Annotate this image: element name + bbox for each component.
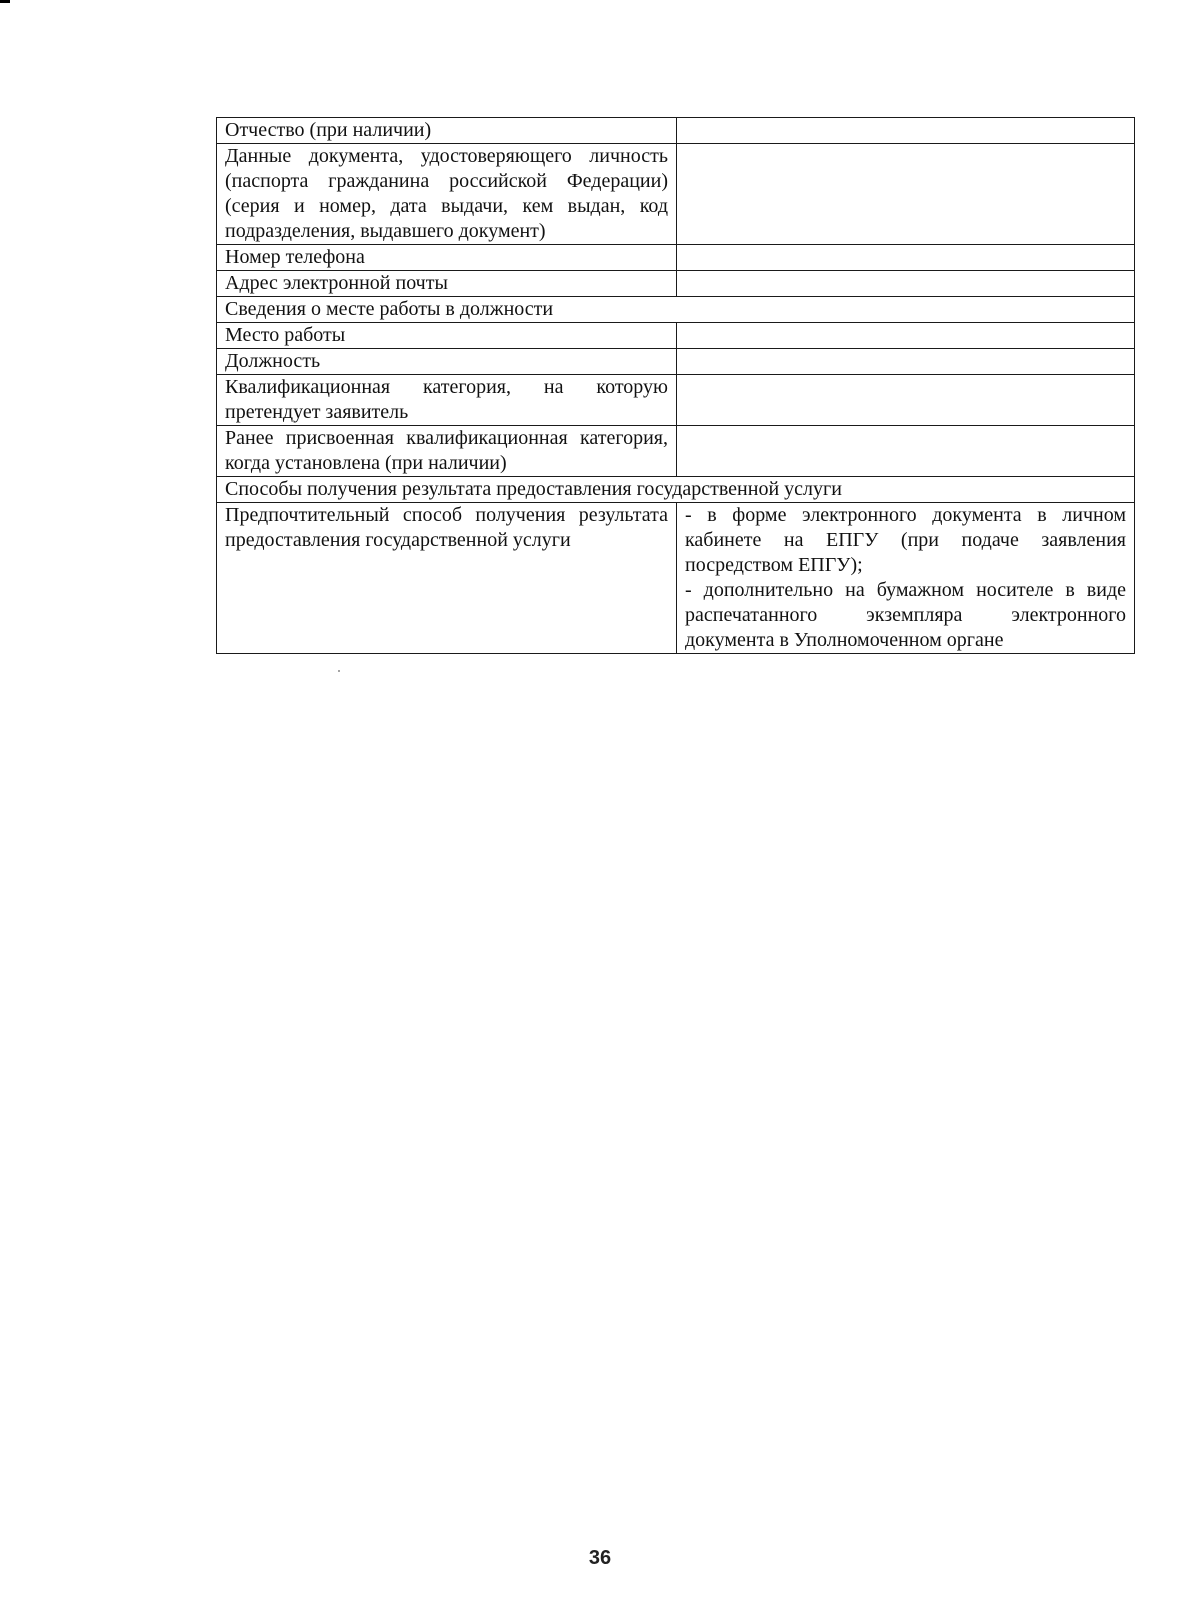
section-header-result-methods: Способы получения результата предоставления государственной услуги: [217, 477, 1135, 503]
table-section-row: [217, 297, 1135, 323]
table-row: [217, 375, 1135, 426]
row-label-email: Адрес электронной почты: [217, 271, 677, 297]
table-row: [217, 323, 1135, 349]
row-value-requested-category[interactable]: [677, 375, 1135, 426]
section-header-workplace: Сведения о месте работы в должности: [217, 297, 1135, 323]
row-value-previous-category[interactable]: [677, 426, 1135, 477]
table-row: [217, 503, 1135, 654]
row-label-previous-category: Ранее присвоенная квалификационная категория, когда установлена (при наличии): [217, 426, 677, 477]
row-value-phone[interactable]: [677, 245, 1135, 271]
row-label-workplace: Место работы: [217, 323, 677, 349]
table-row: [217, 426, 1135, 477]
row-label-patronymic: Отчество (при наличии): [217, 118, 677, 144]
row-label-identity-document: Данные документа, удостоверяющего личность (паспорта гражданина российской Федерации) (серия и номер, дата выдачи, кем выдан, код подразделения, выдавшего документ): [217, 144, 677, 245]
table-row: [217, 118, 1135, 144]
table-row: [217, 349, 1135, 375]
row-value-position[interactable]: [677, 349, 1135, 375]
row-label-preferred-method: Предпочтительный способ получения результата предоставления государственной услуги: [217, 503, 677, 654]
scan-mark: [0, 0, 10, 3]
page-number: 36: [588, 1547, 612, 1569]
table-row: [217, 271, 1135, 297]
table-row: [217, 245, 1135, 271]
scan-speck: [338, 670, 340, 672]
row-value-identity-document[interactable]: [677, 144, 1135, 245]
application-form-table: [216, 117, 1135, 654]
row-value-patronymic[interactable]: [677, 118, 1135, 144]
row-value-email[interactable]: [677, 271, 1135, 297]
row-label-requested-category: Квалификационная категория, на которую претендует заявитель: [217, 375, 677, 426]
table-section-row: [217, 477, 1135, 503]
table-row: [217, 144, 1135, 245]
row-value-preferred-method: - в форме электронного документа в личном кабинете на ЕПГУ (при подаче заявления посредством ЕПГУ); - дополнительно на бумажном носителе в виде распечатанного экземпляра электронного документа в Уполномоченном органе: [677, 503, 1135, 654]
row-label-position: Должность: [217, 349, 677, 375]
row-label-phone: Номер телефона: [217, 245, 677, 271]
row-value-workplace[interactable]: [677, 323, 1135, 349]
